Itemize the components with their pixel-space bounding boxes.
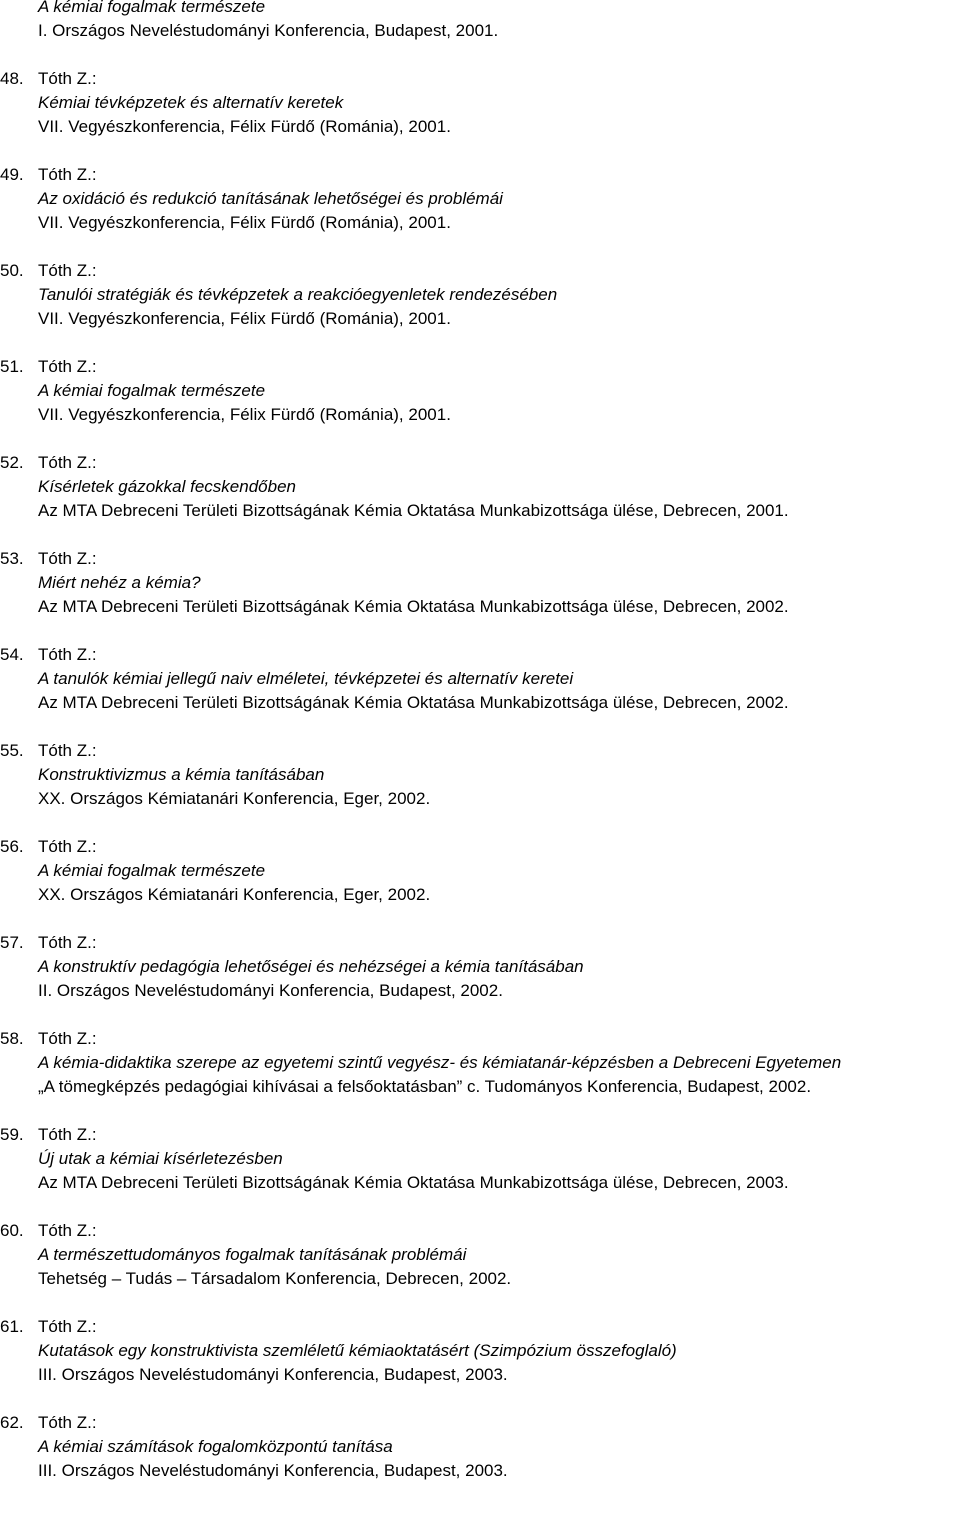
entry-number: 57. [0, 933, 24, 952]
entry-venue: Az MTA Debreceni Területi Bizottságának Kémia Oktatása Munkabizottsága ülése, Debrecen, 2002. [38, 693, 789, 712]
bib-entry-60 [0, 1219, 960, 1291]
entry-number: 50. [0, 261, 24, 280]
entry-author: Tóth Z.: [38, 933, 97, 952]
entry-venue: „A tömegképzés pedagógiai kihívásai a felsőoktatásban” c. Tudományos Konferencia, Budapest, 2002. [38, 1077, 812, 1096]
entry-number: 52. [0, 453, 24, 472]
entry-author: Tóth Z.: [38, 1317, 97, 1336]
entry-title: A kémiai fogalmak természete [38, 381, 266, 400]
entry-number: 53. [0, 549, 24, 568]
entry-title: Konstruktivizmus a kémia tanításában [38, 765, 325, 784]
entry-title: A kémiai fogalmak természete [38, 861, 266, 880]
entry-venue: II. Országos Neveléstudományi Konferencia, Budapest, 2002. [38, 981, 503, 1000]
entry-number: 56. [0, 837, 24, 856]
entry-author: Tóth Z.: [38, 261, 97, 280]
entry-author: Tóth Z.: [38, 69, 97, 88]
entry-venue: VII. Vegyészkonferencia, Félix Fürdő (Románia), 2001. [38, 309, 451, 328]
bib-entry-56 [0, 835, 960, 907]
entry-title: A kémiai számítások fogalomközpontú tanítása [38, 1437, 393, 1456]
entry-author: Tóth Z.: [38, 1125, 97, 1144]
entry-author: Tóth Z.: [38, 1029, 97, 1048]
entry-venue: Az MTA Debreceni Területi Bizottságának Kémia Oktatása Munkabizottsága ülése, Debrecen, 2003. [38, 1173, 789, 1192]
entry-number: 60. [0, 1221, 24, 1240]
entry-number: 54. [0, 645, 24, 664]
entry-author: Tóth Z.: [38, 837, 97, 856]
entry-author: Tóth Z.: [38, 645, 97, 664]
entry-title: Miért nehéz a kémia? [38, 573, 201, 592]
bib-entry-48 [0, 67, 960, 139]
entry-venue: III. Országos Neveléstudományi Konferencia, Budapest, 2003. [38, 1365, 508, 1384]
bib-entry-58 [0, 1027, 960, 1099]
entry-number: 58. [0, 1029, 24, 1048]
entry-author: Tóth Z.: [38, 1221, 97, 1240]
entry-venue: XX. Országos Kémiatanári Konferencia, Eger, 2002. [38, 789, 431, 808]
entry-venue: VII. Vegyészkonferencia, Félix Fürdő (Románia), 2001. [38, 117, 451, 136]
entry-title: Tanulói stratégiák és tévképzetek a reakcióegyenletek rendezésében [38, 285, 558, 304]
entry-number: 61. [0, 1317, 24, 1336]
entry-title: A tanulók kémiai jellegű naiv elméletei, tévképzetei és alternatív keretei [38, 669, 574, 688]
bib-entry-55 [0, 739, 960, 811]
bib-entry-49 [0, 163, 960, 235]
entry-venue: VII. Vegyészkonferencia, Félix Fürdő (Románia), 2001. [38, 213, 451, 232]
entry-title: Új utak a kémiai kísérletezésben [38, 1149, 283, 1168]
continued-entry [38, 0, 960, 43]
bib-entry-59 [0, 1123, 960, 1195]
entry-venue: III. Országos Neveléstudományi Konferencia, Budapest, 2003. [38, 1461, 508, 1480]
entry-venue: VII. Vegyészkonferencia, Félix Fürdő (Románia), 2001. [38, 405, 451, 424]
bib-entry-57 [0, 931, 960, 1003]
entry-title: A természettudományos fogalmak tanításának problémái [38, 1245, 467, 1264]
entry-author: Tóth Z.: [38, 357, 97, 376]
entry-venue: Tehetség – Tudás – Társadalom Konferencia, Debrecen, 2002. [38, 1269, 512, 1288]
entry-title: Kémiai tévképzetek és alternatív keretek [38, 93, 344, 112]
bib-entry-62 [0, 1411, 960, 1483]
entry-title: A kémiai fogalmak természete [38, 0, 266, 16]
entry-number: 55. [0, 741, 24, 760]
entry-venue: Az MTA Debreceni Területi Bizottságának Kémia Oktatása Munkabizottsága ülése, Debrecen, 2001. [38, 501, 789, 520]
entry-author: Tóth Z.: [38, 453, 97, 472]
bib-entry-54 [0, 643, 960, 715]
entry-author: Tóth Z.: [38, 549, 97, 568]
entry-author: Tóth Z.: [38, 741, 97, 760]
entry-title: Az oxidáció és redukció tanításának lehetőségei és problémái [38, 189, 503, 208]
entry-number: 59. [0, 1125, 24, 1144]
entry-title: A konstruktív pedagógia lehetőségei és nehézségei a kémia tanításában [38, 957, 584, 976]
entry-number: 49. [0, 165, 24, 184]
entry-venue: Az MTA Debreceni Területi Bizottságának Kémia Oktatása Munkabizottsága ülése, Debrecen, 2002. [38, 597, 789, 616]
entry-author: Tóth Z.: [38, 165, 97, 184]
entry-venue: I. Országos Neveléstudományi Konferencia, Budapest, 2001. [38, 21, 499, 40]
entry-title: A kémia-didaktika szerepe az egyetemi szintű vegyész- és kémiatanár-képzésben a Debreceni Egyetemen [38, 1053, 842, 1072]
entry-author: Tóth Z.: [38, 1413, 97, 1432]
bib-entry-51 [0, 355, 960, 427]
bib-entry-53 [0, 547, 960, 619]
entry-title: Kutatások egy konstruktivista szemléletű kémiaoktatásért (Szimpózium összefoglaló) [38, 1341, 677, 1360]
entry-title: Kísérletek gázokkal fecskendőben [38, 477, 296, 496]
bib-entry-52 [0, 451, 960, 523]
entry-number: 51. [0, 357, 24, 376]
entry-venue: XX. Országos Kémiatanári Konferencia, Eger, 2002. [38, 885, 431, 904]
entry-number: 62. [0, 1413, 24, 1432]
bib-entry-61 [0, 1315, 960, 1387]
entry-number: 48. [0, 69, 24, 88]
bib-entry-50 [0, 259, 960, 331]
